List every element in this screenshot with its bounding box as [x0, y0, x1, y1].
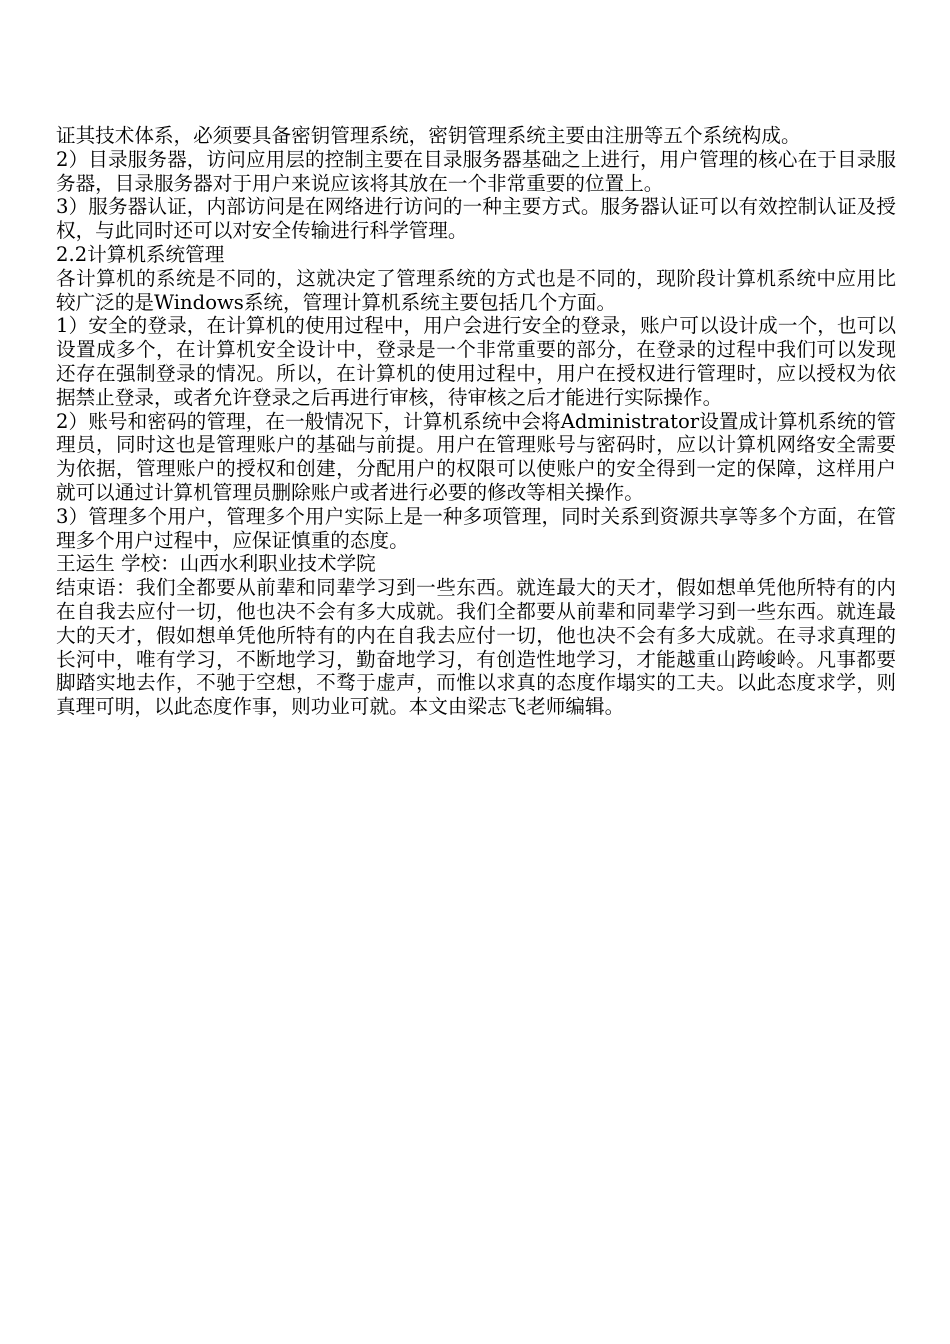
paragraph-multiple-users: 3）管理多个用户，管理多个用户实际上是一种多项管理，同时关系到资源共享等多个方面，在管理多个用户过程中，应保证慎重的态度。: [56, 504, 896, 552]
paragraph-conclusion: 结束语：我们全都要从前辈和同辈学习到一些东西。就连最大的天才，假如想单凭他所特有的内在自我去应付一切，他也决不会有多大成就。我们全都要从前辈和同辈学习到一些东西。就连最大的天才，假如想单凭他所特有的内在自我去应付一切，他也决不会有多大成就。在寻求真理的长河中，唯有学习，不断地学习，勤奋地学习，有创造性地学习，才能越重山跨峻岭。凡事都要脚踏实地去作，不驰于空想，不骛于虚声，而惟以求真的态度作塌实的工夫。以此态度求学，则真理可明，以此态度作事，则功业可就。本文由梁志飞老师编辑。: [56, 576, 896, 719]
paragraph-server-authentication: 3）服务器认证，内部访问是在网络进行访问的一种主要方式。服务器认证可以有效控制认证及授权，与此同时还可以对安全传输进行科学管理。: [56, 195, 896, 243]
document-body: [56, 124, 896, 719]
paragraph-system-management-intro: 各计算机的系统是不同的，这就决定了管理系统的方式也是不同的，现阶段计算机系统中应用比较广泛的是Windows系统，管理计算机系统主要包括几个方面。: [56, 266, 896, 314]
section-heading-system-management: 2.2计算机系统管理: [56, 242, 225, 266]
paragraph-secure-login: 1）安全的登录，在计算机的使用过程中，用户会进行安全的登录，账户可以设计成一个，也可以设置成多个，在计算机安全设计中，登录是一个非常重要的部分，在登录的过程中我们可以发现还存在强制登录的情况。所以，在计算机的使用过程中，用户在授权进行管理时，应以授权为依据禁止登录，或者允许登录之后再进行审核，待审核之后才能进行实际操作。: [56, 314, 896, 409]
paragraph-key-management-intro: 证其技术体系，必须要具备密钥管理系统，密钥管理系统主要由注册等五个系统构成。: [56, 124, 801, 147]
author-affiliation: 王运生 学校：山西水利职业技术学院: [56, 552, 376, 576]
paragraph-account-password: 2）账号和密码的管理，在一般情况下，计算机系统中会将Administrator设置成计算机系统的管理员，同时这也是管理账户的基础与前提。用户在管理账号与密码时，应以计算机网络安全需要为依据，管理账户的授权和创建，分配用户的权限可以使账户的安全得到一定的保障，这样用户就可以通过计算机管理员删除账户或者进行必要的修改等相关操作。: [56, 409, 896, 504]
paragraph-directory-server: 2）目录服务器，访问应用层的控制主要在目录服务器基础之上进行，用户管理的核心在于目录服务器，目录服务器对于用户来说应该将其放在一个非常重要的位置上。: [56, 147, 896, 195]
